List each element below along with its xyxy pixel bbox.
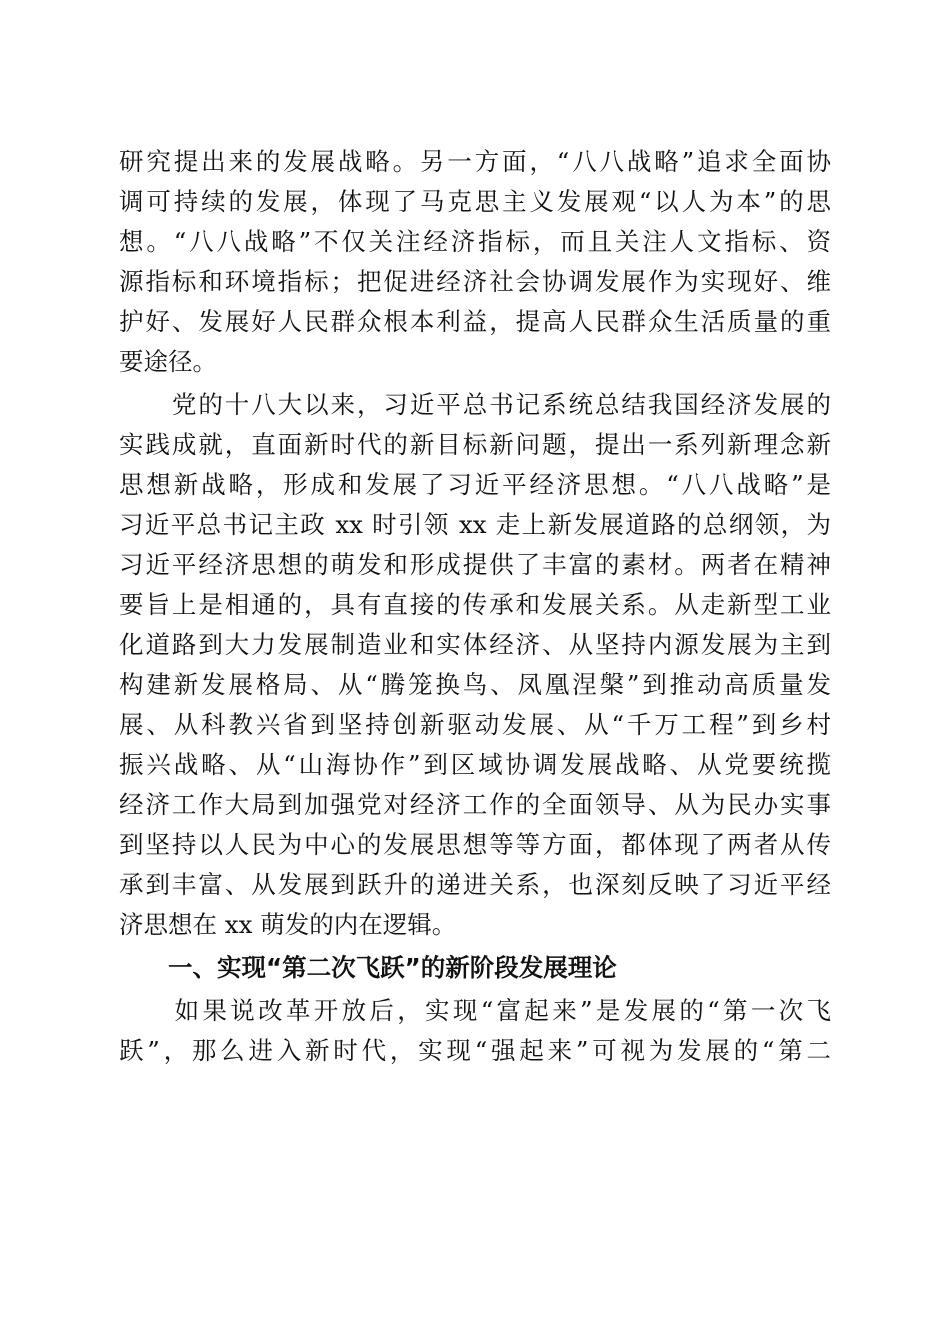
text-line: 到坚持以人民为中心的发展思想等等方面，都体现了两者从传: [119, 830, 831, 859]
text-line: 如果说改革开放后，实现“富起来”是发展的“第一次飞: [119, 996, 831, 1025]
text-line: 济思想在 xx 萌发的内在逻辑。: [119, 910, 457, 939]
text-line: 想。“八八战略”不仅关注经济指标，而且关注人文指标、资: [119, 227, 831, 256]
text-line: 实践成就，直面新时代的新目标新问题，提出一系列新理念新: [119, 430, 831, 459]
text-line: 习近平经济思想的萌发和形成提供了丰富的素材。两者在精神: [119, 550, 831, 579]
text-line: 构建新发展格局、从“腾笼换鸟、凤凰涅槃”到推动高质量发: [119, 670, 831, 699]
text-line: 研究提出来的发展战略。另一方面，“八八战略”追求全面协: [119, 147, 831, 176]
text-line: 思想新战略，形成和发展了习近平经济思想。“八八战略”是: [119, 470, 831, 499]
text-line: 化道路到大力发展制造业和实体经济、从坚持内源发展为主到: [119, 630, 831, 659]
text-line: 源指标和环境指标；把促进经济社会协调发展作为实现好、维: [119, 267, 831, 296]
text-line: 经济工作大局到加强党对经济工作的全面领导、从为民办实事: [119, 790, 831, 819]
text-line: 跃”，那么进入新时代，实现“强起来”可视为发展的“第二: [119, 1036, 831, 1065]
text-line: 调可持续的发展，体现了马克思主义发展观“以人为本”的思: [119, 187, 831, 216]
text-line: 承到丰富、从发展到跃升的递进关系，也深刻反映了习近平经: [119, 870, 831, 899]
text-line: 展、从科教兴省到坚持创新驱动发展、从“千万工程”到乡村: [119, 710, 831, 739]
text-line: 护好、发展好人民群众根本利益，提高人民群众生活质量的重: [119, 307, 831, 336]
text-line: 习近平总书记主政 xx 时引领 xx 走上新发展道路的总纲领，为: [119, 510, 831, 539]
text-line: 要旨上是相通的，具有直接的传承和发展关系。从走新型工业: [119, 590, 831, 619]
section-heading: 一、实现“第二次飞跃”的新阶段发展理论: [119, 953, 617, 982]
text-line: 振兴战略、从“山海协作”到区域协调发展战略、从党要统揽: [119, 750, 831, 779]
text-line: 要途径。: [119, 347, 217, 376]
text-line: 党的十八大以来，习近平总书记系统总结我国经济发展的: [119, 390, 831, 419]
